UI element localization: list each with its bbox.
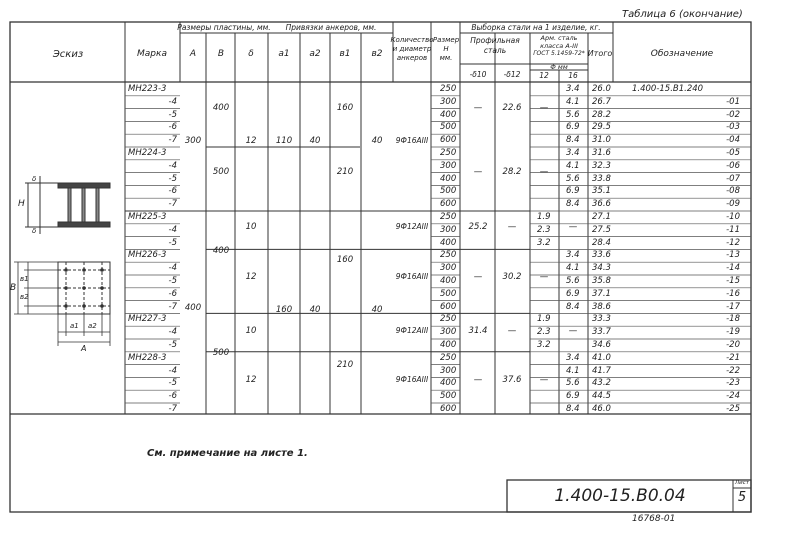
row-h: 300 [440,160,457,171]
cell-p16-2: — [568,326,578,336]
cell-d12-3: — [507,222,517,232]
row-designation: -11 [726,224,740,235]
row-total: 33.3 [592,314,611,325]
row-designation: -22 [726,365,740,376]
row-p16: 8.4 [566,135,580,146]
cell-p12-3: — [539,272,549,282]
row-total: 29.5 [592,122,611,133]
sketch-label-A: А [81,344,87,353]
header-profile-2: сталь [483,46,507,55]
row-mark: МН224-3 [128,148,167,158]
row-p12: 2.3 [537,224,551,235]
row-p16: 3.4 [566,250,580,261]
row-designation: -21 [726,352,740,363]
row-p16: 3.4 [566,84,580,94]
sketch-label-B: В [10,283,17,293]
row-h: 400 [440,237,457,248]
stamp-sheet-label: Лист [735,480,749,486]
row-p12: 1.9 [537,314,551,325]
cell-d10-1: — [473,103,483,113]
row-mark: -5 [168,109,177,120]
row-h: 600 [440,301,457,312]
cell-d10-5: 31.4 [468,326,488,336]
row-mark: МН226-3 [128,250,167,261]
cell-qty-1: 9Ф16АIII [395,136,429,145]
cell-v2-1: 40 [371,136,383,146]
row-h: 300 [440,263,457,274]
cell-qty-2: 9Ф12АIII [395,222,429,231]
header-mark: Марка [137,49,167,59]
row-p16: 3.4 [566,352,580,363]
cell-v2-2: 40 [371,305,383,315]
header-rebar-3: ГОСТ 5.1459-72* [533,50,585,57]
row-h: 250 [440,148,457,158]
row-total: 35.8 [592,276,611,286]
row-total: 36.6 [592,199,611,210]
row-total: 37.1 [592,288,611,299]
stamp-code: 1.400-15.В0.04 [554,486,686,506]
row-h: 400 [440,173,457,184]
row-designation: -17 [726,301,740,312]
row-designation: -14 [726,263,740,274]
cell-d12-2: 28.2 [502,167,522,177]
row-designation: -23 [726,378,740,389]
row-designation: 1.400-15.В1.240 [632,84,704,94]
row-total: 26.0 [592,84,611,94]
row-p16: 4.1 [566,96,580,107]
cell-A-2: 400 [184,303,202,313]
note-text: См. примечание на листе 1. [147,448,308,459]
row-total: 27.5 [592,224,611,235]
header-qty-3: анкеров [396,54,428,62]
row-p16: 3.4 [566,148,580,158]
cell-B-4: 500 [212,348,230,358]
inv-number: 16768-01 [632,514,676,524]
row-total: 33.7 [592,327,611,338]
row-mark: -7 [168,301,177,312]
row-designation: -05 [726,148,740,158]
row-designation: -07 [726,173,740,184]
header-B: В [217,49,225,59]
row-mark: -7 [168,135,177,146]
cell-B-1: 400 [212,103,230,113]
row-p16: 4.1 [566,160,580,171]
row-total: 33.6 [592,250,611,261]
row-total: 31.6 [592,148,611,158]
cell-d10-2: — [473,167,483,177]
row-mark: МН225-3 [128,212,167,222]
cell-a1-1: 110 [275,136,293,146]
row-total: 27.1 [592,212,611,222]
row-total: 31.0 [592,135,611,146]
row-mark: -4 [168,263,177,274]
row-total: 44.5 [592,391,611,402]
header-a1: a1 [278,49,290,59]
header-size-1: Размер [432,36,460,44]
header-anchor-refs: Привязки анкеров, мм. [285,23,377,32]
cell-p16-1: — [568,222,578,232]
cell-qty-5: 9Ф16АIII [395,375,429,384]
cell-qty-3: 9Ф16АIII [395,272,429,281]
row-h: 500 [440,122,457,133]
row-mark: -6 [168,122,177,133]
cell-v1-2: 210 [336,167,354,177]
row-h: 400 [440,109,457,120]
row-p16: 4.1 [566,263,580,274]
row-mark: МН223-3 [128,84,167,94]
row-h: 250 [440,314,457,325]
cell-d10-3: 25.2 [468,222,488,232]
header-phi: Ф мм [550,63,568,71]
row-designation: -24 [726,391,740,402]
row-p16: 8.4 [566,199,580,210]
row-h: 250 [440,212,457,222]
sketch-elevation [58,183,110,188]
cell-v1-3: 160 [336,255,354,265]
row-total: 32.3 [592,160,611,171]
header-A: А [189,49,197,59]
cell-p12-1: — [539,103,549,113]
header-profile-1: Профильная [470,36,520,45]
row-designation: -25 [726,404,740,414]
cell-B-3: 400 [212,246,230,256]
sketch-label-a1: a1 [70,322,79,330]
header-a2: a2 [309,49,321,59]
stamp-sheet-no: 5 [737,490,747,505]
cell-p12-2: — [539,167,549,177]
sketch-label-a2: a2 [88,322,97,330]
row-total: 38.6 [592,301,611,312]
cell-delta-4: 10 [245,326,257,336]
row-total: 46.0 [592,404,611,414]
row-mark: -7 [168,199,177,210]
header-steel-sample: Выборка стали на 1 изделие, кг. [471,23,601,32]
row-p16: 5.6 [566,109,580,120]
header-rebar-1: Арм. сталь [540,34,578,42]
row-p16: 6.9 [566,288,580,299]
cell-d12-4: 30.2 [502,272,522,282]
row-p12: 3.2 [537,340,551,350]
header-d12: -δ12 [503,70,521,79]
cell-d10-6: — [473,375,483,385]
row-designation: -10 [726,212,740,222]
header-qty-1: Количество [390,36,434,44]
cell-a2-1: 40 [309,136,321,146]
row-p16: 8.4 [566,404,580,414]
row-designation: -16 [726,288,740,299]
row-p12: 1.9 [537,212,551,222]
row-designation: -20 [726,340,740,350]
row-mark: -4 [168,365,177,376]
header-rebar-2: класса А-III [540,42,578,50]
row-p16: 6.9 [566,391,580,402]
header-qty-2: и диаметр [392,45,432,53]
row-p12: 3.2 [537,237,551,248]
row-designation: -03 [726,122,740,133]
header-v2: в2 [371,49,383,59]
row-h: 300 [440,224,457,235]
sketch-label-delta-top: δ [32,175,37,183]
row-h: 250 [440,84,457,94]
row-h: 600 [440,199,457,210]
row-p16: 6.9 [566,122,580,133]
row-total: 43.2 [592,378,611,389]
row-mark: -4 [168,327,177,338]
row-total: 34.6 [592,340,611,350]
row-mark: -5 [168,173,177,184]
header-designation: Обозначение [650,49,714,59]
row-designation: -19 [726,327,740,338]
row-mark: -5 [168,340,177,350]
table-title: Таблица 6 (окончание) [622,9,743,20]
row-h: 500 [440,288,457,299]
row-h: 400 [440,340,457,350]
row-designation: -04 [726,135,740,146]
header-delta: δ [248,49,254,59]
row-h: 250 [440,352,457,363]
row-h: 300 [440,96,457,107]
header-total: Итого [587,49,613,58]
sketch-label-delta-bottom: δ [32,227,37,235]
row-total: 34.3 [592,263,611,274]
row-designation: -02 [726,109,740,120]
cell-B-2: 500 [212,167,230,177]
cell-delta-5: 12 [245,375,257,385]
sketch-label-H: Н [18,199,25,209]
row-h: 300 [440,365,457,376]
cell-a1-2: 160 [275,305,293,315]
cell-v1-4: 210 [336,360,354,370]
sketch-label-v2: в2 [20,293,29,301]
row-h: 600 [440,135,457,146]
row-p16: 8.4 [566,301,580,312]
row-p16: 6.9 [566,186,580,197]
row-mark: -6 [168,288,177,299]
row-h: 500 [440,186,457,197]
row-h: 600 [440,404,457,414]
row-designation: -09 [726,199,740,210]
row-designation: -18 [726,314,740,325]
row-total: 41.0 [592,352,611,363]
cell-qty-4: 9Ф12АIII [395,326,429,335]
row-total: 35.1 [592,186,611,197]
row-h: 300 [440,327,457,338]
row-p16: 5.6 [566,173,580,184]
sketch-label-v1: в1 [20,275,29,283]
header-d10: -δ10 [469,70,487,79]
row-designation: -01 [726,96,740,107]
row-mark: -4 [168,224,177,235]
row-total: 28.2 [592,109,611,120]
row-designation: -12 [726,237,740,248]
row-mark: -5 [168,276,177,286]
row-designation: -15 [726,276,740,286]
row-designation: -06 [726,160,740,171]
header-phi12: 12 [539,71,549,80]
row-total: 33.8 [592,173,611,184]
row-p16: 5.6 [566,378,580,389]
cell-delta-1: 12 [245,136,257,146]
row-h: 400 [440,276,457,286]
header-phi16: 16 [568,71,578,80]
cell-delta-3: 12 [245,272,257,282]
row-mark: -4 [168,160,177,171]
header-sketch: Эскиз [52,49,84,60]
row-p12: 2.3 [537,327,551,338]
cell-p12-4: — [539,375,549,385]
cell-v1-1: 160 [336,103,354,113]
header-v1: в1 [339,49,351,59]
row-designation: -13 [726,250,740,261]
row-h: 250 [440,250,457,261]
cell-d12-1: 22.6 [502,103,522,113]
header-size-2: Н [443,45,449,53]
row-mark: -5 [168,378,177,389]
cell-d12-6: 37.6 [502,375,522,385]
cell-A-1: 300 [184,136,202,146]
row-total: 26.7 [592,96,611,107]
row-mark: -7 [168,404,177,414]
row-mark: МН228-3 [128,352,167,363]
row-mark: МН227-3 [128,314,167,325]
row-mark: -6 [168,186,177,197]
row-p16: 5.6 [566,276,580,286]
row-h: 400 [440,378,457,389]
row-h: 500 [440,391,457,402]
row-total: 41.7 [592,365,611,376]
cell-a2-2: 40 [309,305,321,315]
cell-d12-5: — [507,326,517,336]
cell-delta-2: 10 [245,222,257,232]
row-mark: -4 [168,96,177,107]
row-total: 28.4 [592,237,611,248]
row-mark: -6 [168,391,177,402]
row-designation: -08 [726,186,740,197]
cell-d10-4: — [473,272,483,282]
header-size-3: мм. [439,54,453,62]
row-mark: -5 [168,237,177,248]
row-p16: 4.1 [566,365,580,376]
header-plate-dims: Размеры пластины, мм. [177,23,271,32]
